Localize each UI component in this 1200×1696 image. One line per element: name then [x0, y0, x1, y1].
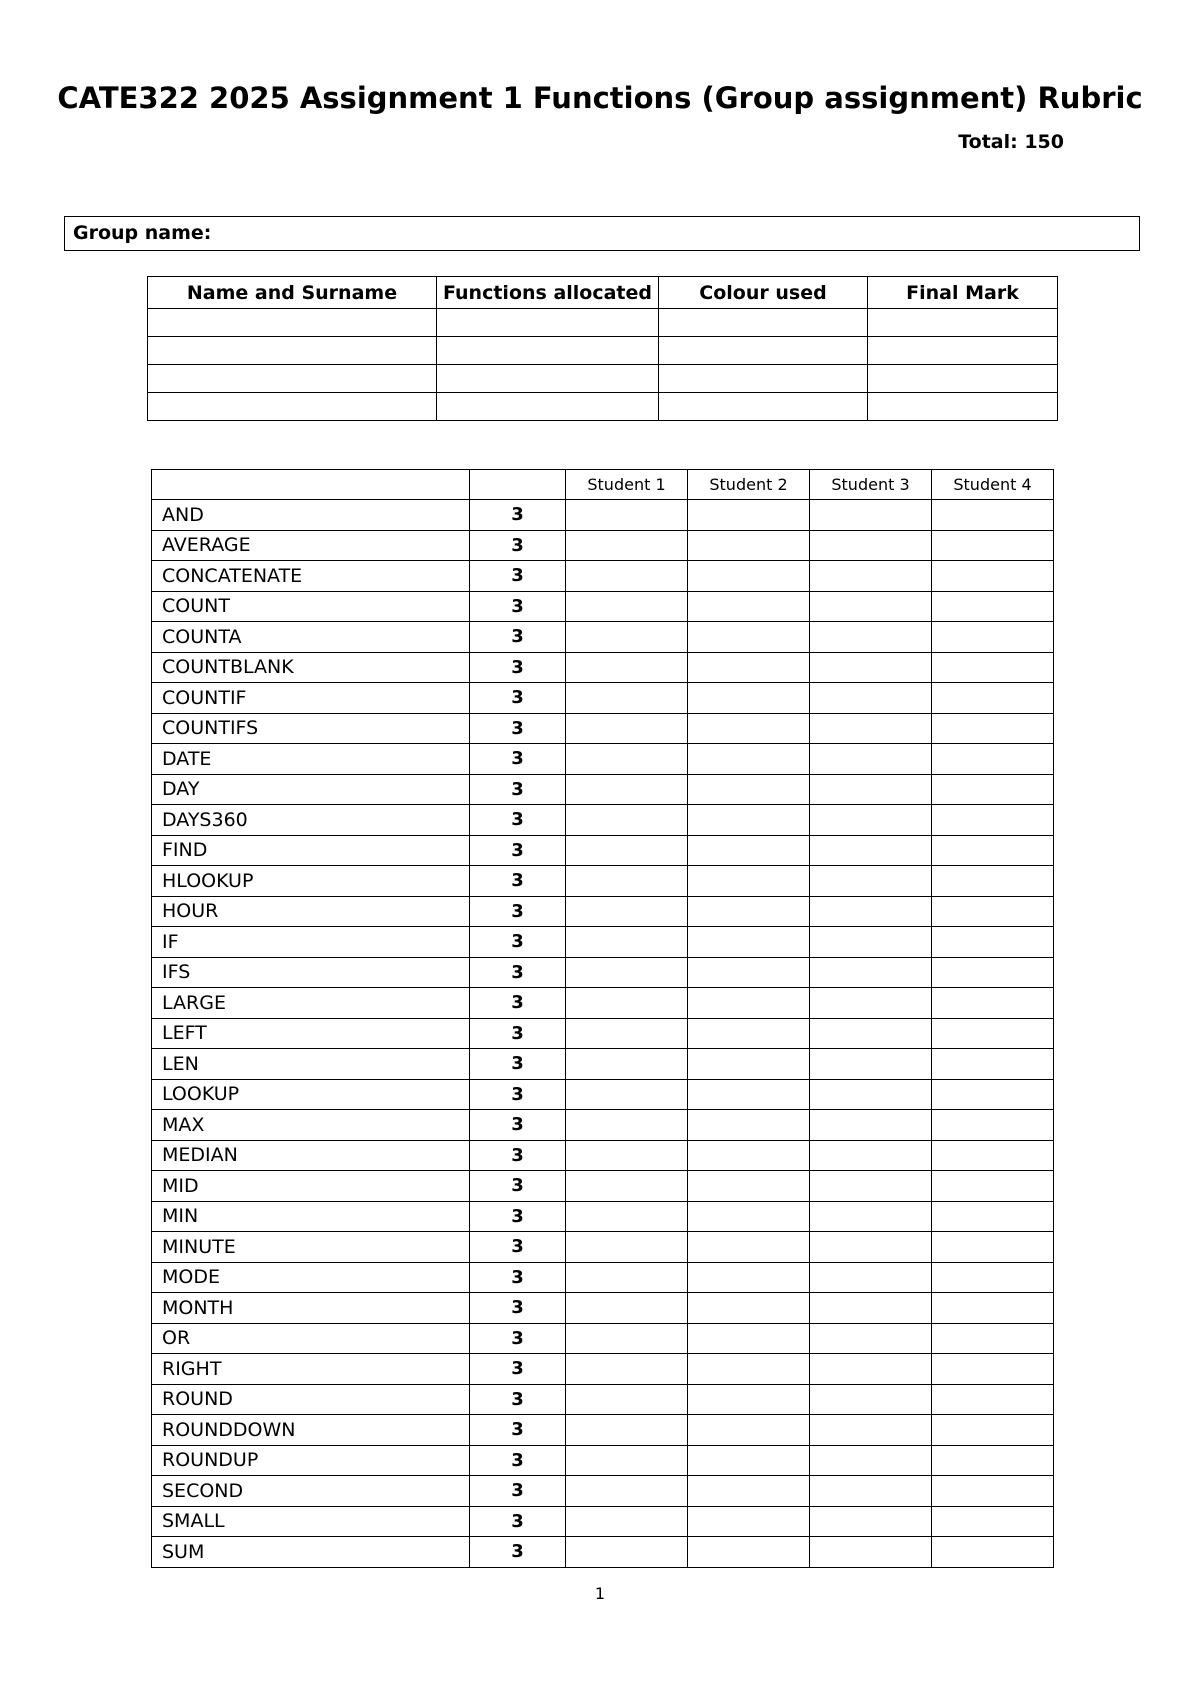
rubric-row: [152, 1140, 1054, 1171]
student-1-score-cell[interactable]: [566, 1323, 688, 1354]
function-name: MIN: [152, 1201, 470, 1232]
student-2-score-cell[interactable]: [688, 1140, 810, 1171]
rubric-row: [152, 1049, 1054, 1080]
names-table-header-row: [148, 277, 1058, 309]
function-mark: 3: [470, 1506, 566, 1537]
student-1-score-cell[interactable]: [566, 1018, 688, 1049]
student-2-score-cell[interactable]: [688, 1262, 810, 1293]
function-mark: 3: [470, 1201, 566, 1232]
function-mark: 3: [470, 500, 566, 531]
function-name: COUNTIF: [152, 683, 470, 714]
function-mark: 3: [470, 1079, 566, 1110]
student-4-score-cell[interactable]: [932, 1140, 1054, 1171]
rubric-row: [152, 1476, 1054, 1507]
function-name: ROUNDDOWN: [152, 1415, 470, 1446]
name-surname-cell[interactable]: [148, 365, 437, 393]
student-4-score-cell[interactable]: [932, 1110, 1054, 1141]
colour-used-cell[interactable]: [659, 337, 868, 365]
student-1-score-cell[interactable]: [566, 1293, 688, 1324]
rubric-row: [152, 744, 1054, 775]
student-1-score-cell[interactable]: [566, 622, 688, 653]
rubric-row: [152, 1384, 1054, 1415]
document-title: CATE322 2025 Assignment 1 Functions (Group assignment) Rubric: [57, 81, 1143, 115]
student-4-score-cell[interactable]: [932, 1079, 1054, 1110]
function-mark: 3: [470, 866, 566, 897]
rubric-row: [152, 683, 1054, 714]
student-4-score-cell[interactable]: [932, 1262, 1054, 1293]
rubric-row: [152, 1354, 1054, 1385]
student-3-score-cell[interactable]: [810, 652, 932, 683]
colour-used-cell[interactable]: [659, 309, 868, 337]
student-2-score-cell[interactable]: [688, 1171, 810, 1202]
function-name: HOUR: [152, 896, 470, 927]
student-2-score-cell[interactable]: [688, 1079, 810, 1110]
function-name: MINUTE: [152, 1232, 470, 1263]
rubric-row: [152, 1415, 1054, 1446]
student-4-score-cell[interactable]: [932, 622, 1054, 653]
student-4-score-cell[interactable]: [932, 530, 1054, 561]
student-1-score-cell[interactable]: [566, 1110, 688, 1141]
student-1-score-cell[interactable]: [566, 1384, 688, 1415]
student-3-score-cell[interactable]: [810, 1354, 932, 1385]
student-2-score-cell[interactable]: [688, 957, 810, 988]
function-name: DAY: [152, 774, 470, 805]
student-4-score-cell[interactable]: [932, 1293, 1054, 1324]
student-3-score-cell[interactable]: [810, 835, 932, 866]
student-1-score-cell[interactable]: [566, 744, 688, 775]
function-mark: 3: [470, 1110, 566, 1141]
rubric-row: [152, 1171, 1054, 1202]
student-2-score-cell[interactable]: [688, 1323, 810, 1354]
function-rubric-table: [151, 469, 1054, 1568]
student-3-score-cell[interactable]: [810, 1171, 932, 1202]
function-mark: 3: [470, 896, 566, 927]
function-mark: 3: [470, 1140, 566, 1171]
student-1-score-cell[interactable]: [566, 1201, 688, 1232]
names-table-row: [148, 309, 1058, 337]
student-3-score-cell[interactable]: [810, 1415, 932, 1446]
student-3-score-cell[interactable]: [810, 1110, 932, 1141]
student-1-score-cell[interactable]: [566, 652, 688, 683]
function-mark: 3: [470, 591, 566, 622]
function-mark: 3: [470, 774, 566, 805]
student-3-score-cell[interactable]: [810, 1201, 932, 1232]
student-4-score-cell[interactable]: [932, 927, 1054, 958]
student-2-score-cell[interactable]: [688, 1506, 810, 1537]
student-4-score-cell[interactable]: [932, 1018, 1054, 1049]
student-1-score-cell[interactable]: [566, 561, 688, 592]
student-1-score-cell[interactable]: [566, 805, 688, 836]
function-mark: 3: [470, 744, 566, 775]
header-student-1: Student 1: [566, 470, 688, 500]
rubric-row: [152, 774, 1054, 805]
student-3-score-cell[interactable]: [810, 1323, 932, 1354]
student-3-score-cell[interactable]: [810, 1049, 932, 1080]
name-surname-cell[interactable]: [148, 309, 437, 337]
student-4-score-cell[interactable]: [932, 652, 1054, 683]
student-3-score-cell[interactable]: [810, 988, 932, 1019]
function-mark: 3: [470, 1293, 566, 1324]
student-2-score-cell[interactable]: [688, 683, 810, 714]
function-mark: 3: [470, 1537, 566, 1568]
rubric-row: [152, 1110, 1054, 1141]
rubric-row: [152, 835, 1054, 866]
student-4-score-cell[interactable]: [932, 1201, 1054, 1232]
rubric-row: [152, 896, 1054, 927]
student-1-score-cell[interactable]: [566, 713, 688, 744]
student-4-score-cell[interactable]: [932, 1476, 1054, 1507]
student-3-score-cell[interactable]: [810, 1384, 932, 1415]
student-4-score-cell[interactable]: [932, 1354, 1054, 1385]
student-4-score-cell[interactable]: [932, 774, 1054, 805]
student-4-score-cell[interactable]: [932, 866, 1054, 897]
function-mark: 3: [470, 713, 566, 744]
header-name-surname: Name and Surname: [148, 277, 437, 309]
function-name: OR: [152, 1323, 470, 1354]
student-2-score-cell[interactable]: [688, 1384, 810, 1415]
student-4-score-cell[interactable]: [932, 1171, 1054, 1202]
function-name: MID: [152, 1171, 470, 1202]
student-4-score-cell[interactable]: [932, 1384, 1054, 1415]
functions-allocated-cell[interactable]: [437, 337, 659, 365]
names-table-row: [148, 337, 1058, 365]
student-2-score-cell[interactable]: [688, 866, 810, 897]
rubric-row: [152, 1537, 1054, 1568]
name-surname-cell[interactable]: [148, 393, 437, 421]
student-3-score-cell[interactable]: [810, 500, 932, 531]
function-name: SUM: [152, 1537, 470, 1568]
function-name: DATE: [152, 744, 470, 775]
student-1-score-cell[interactable]: [566, 500, 688, 531]
student-2-score-cell[interactable]: [688, 1415, 810, 1446]
student-4-score-cell[interactable]: [932, 1506, 1054, 1537]
function-mark: 3: [470, 1262, 566, 1293]
function-name: IF: [152, 927, 470, 958]
function-name: AND: [152, 500, 470, 531]
rubric-row: [152, 1018, 1054, 1049]
function-mark: 3: [470, 805, 566, 836]
student-1-score-cell[interactable]: [566, 683, 688, 714]
student-3-score-cell[interactable]: [810, 1476, 932, 1507]
rubric-row: [152, 1262, 1054, 1293]
function-name: LARGE: [152, 988, 470, 1019]
function-mark: 3: [470, 561, 566, 592]
student-3-score-cell[interactable]: [810, 713, 932, 744]
rubric-row: [152, 1293, 1054, 1324]
student-2-score-cell[interactable]: [688, 835, 810, 866]
student-3-score-cell[interactable]: [810, 774, 932, 805]
student-4-score-cell[interactable]: [932, 591, 1054, 622]
function-name: MODE: [152, 1262, 470, 1293]
student-3-score-cell[interactable]: [810, 927, 932, 958]
student-1-score-cell[interactable]: [566, 1445, 688, 1476]
function-name: CONCATENATE: [152, 561, 470, 592]
student-2-score-cell[interactable]: [688, 1018, 810, 1049]
student-3-score-cell[interactable]: [810, 591, 932, 622]
student-4-score-cell[interactable]: [932, 683, 1054, 714]
header-student-3: Student 3: [810, 470, 932, 500]
student-3-score-cell[interactable]: [810, 1079, 932, 1110]
student-4-score-cell[interactable]: [932, 805, 1054, 836]
rubric-row: [152, 591, 1054, 622]
student-3-score-cell[interactable]: [810, 1445, 932, 1476]
functions-allocated-cell[interactable]: [437, 365, 659, 393]
rubric-row: [152, 957, 1054, 988]
function-name: SMALL: [152, 1506, 470, 1537]
header-functions-allocated: Functions allocated: [437, 277, 659, 309]
function-name: RIGHT: [152, 1354, 470, 1385]
function-mark: 3: [470, 1476, 566, 1507]
rubric-row: [152, 652, 1054, 683]
final-mark-cell[interactable]: [868, 309, 1058, 337]
student-2-score-cell[interactable]: [688, 988, 810, 1019]
name-surname-cell[interactable]: [148, 337, 437, 365]
student-2-score-cell[interactable]: [688, 1049, 810, 1080]
student-1-score-cell[interactable]: [566, 1140, 688, 1171]
student-1-score-cell[interactable]: [566, 1232, 688, 1263]
function-name: AVERAGE: [152, 530, 470, 561]
header-final-mark: Final Mark: [868, 277, 1058, 309]
function-name: ROUNDUP: [152, 1445, 470, 1476]
student-2-score-cell[interactable]: [688, 1232, 810, 1263]
colour-used-cell[interactable]: [659, 393, 868, 421]
student-3-score-cell[interactable]: [810, 744, 932, 775]
student-4-score-cell[interactable]: [932, 1049, 1054, 1080]
student-3-score-cell[interactable]: [810, 1018, 932, 1049]
student-1-score-cell[interactable]: [566, 1506, 688, 1537]
rubric-row: [152, 622, 1054, 653]
student-4-score-cell[interactable]: [932, 1537, 1054, 1568]
names-table-row: [148, 393, 1058, 421]
student-3-score-cell[interactable]: [810, 561, 932, 592]
function-mark: 3: [470, 1415, 566, 1446]
rubric-row: [152, 866, 1054, 897]
function-name: FIND: [152, 835, 470, 866]
student-2-score-cell[interactable]: [688, 774, 810, 805]
function-name: LEN: [152, 1049, 470, 1080]
student-4-score-cell[interactable]: [932, 835, 1054, 866]
student-2-score-cell[interactable]: [688, 896, 810, 927]
student-3-score-cell[interactable]: [810, 1293, 932, 1324]
student-1-score-cell[interactable]: [566, 1049, 688, 1080]
final-mark-cell[interactable]: [868, 337, 1058, 365]
function-mark: 3: [470, 1384, 566, 1415]
header-colour-used: Colour used: [659, 277, 868, 309]
student-2-score-cell[interactable]: [688, 805, 810, 836]
function-name: COUNT: [152, 591, 470, 622]
header-function: [152, 470, 470, 500]
function-name: IFS: [152, 957, 470, 988]
student-2-score-cell[interactable]: [688, 500, 810, 531]
function-mark: 3: [470, 927, 566, 958]
final-mark-cell[interactable]: [868, 365, 1058, 393]
student-4-score-cell[interactable]: [932, 561, 1054, 592]
header-student-2: Student 2: [688, 470, 810, 500]
student-2-score-cell[interactable]: [688, 1110, 810, 1141]
rubric-row: [152, 561, 1054, 592]
function-name: MONTH: [152, 1293, 470, 1324]
student-2-score-cell[interactable]: [688, 713, 810, 744]
names-table-row: [148, 365, 1058, 393]
student-3-score-cell[interactable]: [810, 1232, 932, 1263]
student-1-score-cell[interactable]: [566, 1476, 688, 1507]
rubric-row: [152, 988, 1054, 1019]
student-3-score-cell[interactable]: [810, 1506, 932, 1537]
function-name: SECOND: [152, 1476, 470, 1507]
student-4-score-cell[interactable]: [932, 500, 1054, 531]
student-2-score-cell[interactable]: [688, 744, 810, 775]
function-name: HLOOKUP: [152, 866, 470, 897]
header-mark: [470, 470, 566, 500]
student-3-score-cell[interactable]: [810, 530, 932, 561]
function-mark: 3: [470, 1445, 566, 1476]
rubric-row: [152, 713, 1054, 744]
student-1-score-cell[interactable]: [566, 988, 688, 1019]
student-2-score-cell[interactable]: [688, 561, 810, 592]
functions-allocated-cell[interactable]: [437, 309, 659, 337]
student-1-score-cell[interactable]: [566, 1262, 688, 1293]
function-mark: 3: [470, 957, 566, 988]
student-1-score-cell[interactable]: [566, 1354, 688, 1385]
student-1-score-cell[interactable]: [566, 530, 688, 561]
function-mark: 3: [470, 835, 566, 866]
function-name: LOOKUP: [152, 1079, 470, 1110]
function-mark: 3: [470, 1171, 566, 1202]
colour-used-cell[interactable]: [659, 365, 868, 393]
page-number: 1: [594, 1584, 606, 1603]
final-mark-cell[interactable]: [868, 393, 1058, 421]
functions-allocated-cell[interactable]: [437, 393, 659, 421]
student-2-score-cell[interactable]: [688, 927, 810, 958]
rubric-row: [152, 1079, 1054, 1110]
student-names-table: [147, 276, 1058, 421]
rubric-row: [152, 1201, 1054, 1232]
rubric-row: [152, 1445, 1054, 1476]
student-2-score-cell[interactable]: [688, 652, 810, 683]
rubric-row: [152, 1506, 1054, 1537]
student-4-score-cell[interactable]: [932, 713, 1054, 744]
student-2-score-cell[interactable]: [688, 1445, 810, 1476]
function-name: LEFT: [152, 1018, 470, 1049]
student-4-score-cell[interactable]: [932, 1323, 1054, 1354]
student-3-score-cell[interactable]: [810, 1140, 932, 1171]
student-3-score-cell[interactable]: [810, 866, 932, 897]
function-mark: 3: [470, 1018, 566, 1049]
student-1-score-cell[interactable]: [566, 835, 688, 866]
student-4-score-cell[interactable]: [932, 1232, 1054, 1263]
rubric-row: [152, 805, 1054, 836]
rubric-row: [152, 500, 1054, 531]
rubric-row: [152, 927, 1054, 958]
student-3-score-cell[interactable]: [810, 1262, 932, 1293]
function-mark: 3: [470, 622, 566, 653]
student-2-score-cell[interactable]: [688, 1354, 810, 1385]
student-1-score-cell[interactable]: [566, 1079, 688, 1110]
group-name-field[interactable]: [64, 216, 1140, 251]
student-2-score-cell[interactable]: [688, 622, 810, 653]
rubric-row: [152, 530, 1054, 561]
rubric-row: [152, 1232, 1054, 1263]
student-2-score-cell[interactable]: [688, 591, 810, 622]
rubric-row: [152, 1323, 1054, 1354]
student-1-score-cell[interactable]: [566, 774, 688, 805]
function-name: COUNTIFS: [152, 713, 470, 744]
function-name: COUNTBLANK: [152, 652, 470, 683]
student-2-score-cell[interactable]: [688, 1201, 810, 1232]
student-4-score-cell[interactable]: [932, 988, 1054, 1019]
student-1-score-cell[interactable]: [566, 957, 688, 988]
function-mark: 3: [470, 683, 566, 714]
student-1-score-cell[interactable]: [566, 866, 688, 897]
function-name: COUNTA: [152, 622, 470, 653]
function-name: DAYS360: [152, 805, 470, 836]
student-3-score-cell[interactable]: [810, 622, 932, 653]
student-4-score-cell[interactable]: [932, 896, 1054, 927]
function-mark: 3: [470, 1049, 566, 1080]
student-1-score-cell[interactable]: [566, 591, 688, 622]
student-2-score-cell[interactable]: [688, 1537, 810, 1568]
rubric-header-row: [152, 470, 1054, 500]
student-4-score-cell[interactable]: [932, 744, 1054, 775]
function-name: ROUND: [152, 1384, 470, 1415]
student-2-score-cell[interactable]: [688, 1293, 810, 1324]
student-3-score-cell[interactable]: [810, 805, 932, 836]
group-name-label: Group name:: [73, 222, 212, 244]
student-1-score-cell[interactable]: [566, 1537, 688, 1568]
student-1-score-cell[interactable]: [566, 1415, 688, 1446]
student-1-score-cell[interactable]: [566, 1171, 688, 1202]
function-mark: 3: [470, 1323, 566, 1354]
header-student-4: Student 4: [932, 470, 1054, 500]
student-1-score-cell[interactable]: [566, 896, 688, 927]
function-name: MAX: [152, 1110, 470, 1141]
student-3-score-cell[interactable]: [810, 1537, 932, 1568]
student-1-score-cell[interactable]: [566, 927, 688, 958]
function-mark: 3: [470, 652, 566, 683]
student-3-score-cell[interactable]: [810, 683, 932, 714]
student-4-score-cell[interactable]: [932, 957, 1054, 988]
function-mark: 3: [470, 988, 566, 1019]
student-4-score-cell[interactable]: [932, 1445, 1054, 1476]
student-4-score-cell[interactable]: [932, 1415, 1054, 1446]
student-3-score-cell[interactable]: [810, 896, 932, 927]
student-2-score-cell[interactable]: [688, 530, 810, 561]
student-3-score-cell[interactable]: [810, 957, 932, 988]
total-marks: Total: 150: [958, 131, 1064, 153]
function-name: MEDIAN: [152, 1140, 470, 1171]
function-mark: 3: [470, 530, 566, 561]
function-mark: 3: [470, 1354, 566, 1385]
function-mark: 3: [470, 1232, 566, 1263]
student-2-score-cell[interactable]: [688, 1476, 810, 1507]
